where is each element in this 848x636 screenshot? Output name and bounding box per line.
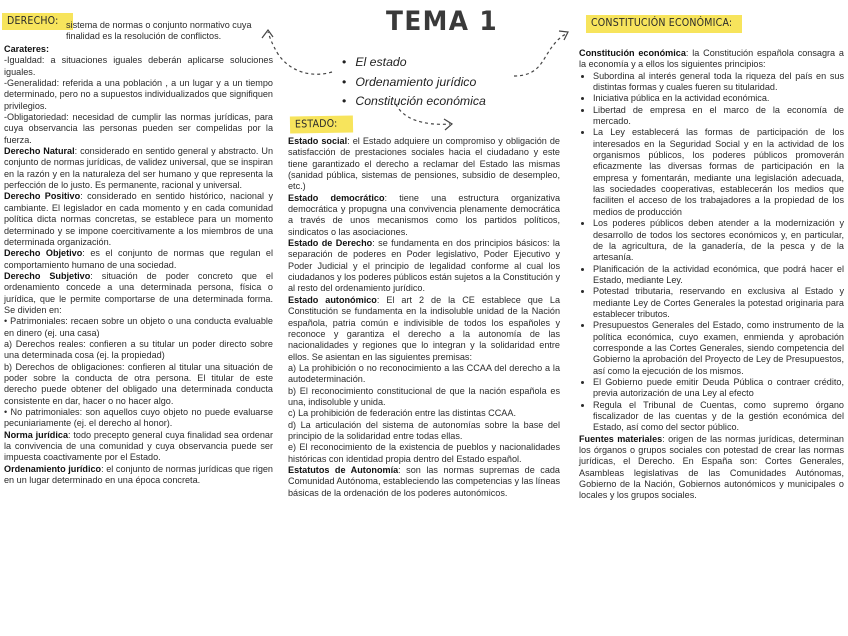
caracter-item: -Obligatoriedad: necesidad de cumplir las normas jurídicas, para cuya observancia las personas pueden ser compelidas por la fuerza. [4,112,273,145]
derechos-reales: a) Derechos reales: confieren a su titular un poder directo sobre una determinada cosa (ej. la propiedad) [4,338,273,361]
derechos-obligaciones: b) Derechos de obligaciones: confieren al titular una situación de poder sobre la conducta de otra persona. El titular de este derecho puede obtener del obligado una determinada conducta consistente en dar, hacer o no hacer algo. [4,361,273,406]
premisa-item: d) La articulación del sistema de autonomías sobre la base del principio de la solidaridad entre todas ellas. [288,419,560,441]
principio-item: • Iniciativa pública en la actividad económica. [593,93,844,104]
outline-item: • El estado [342,53,486,73]
principio-item: • Los poderes públicos deben atender a la modernización y desarrollo de todos los sectores económicos y, en particular, de la agricultura, de la ganadería, de la pesca y de la artesanía. [593,218,844,263]
principio-item: • Potestad tributaria, reservando en exclusiva al Estado y mediante Ley de Cortes Generales la potestad originaria para establecer tributos. [593,286,844,320]
outline-item: • Ordenamiento jurídico [342,73,486,93]
principio-item: • Presupuestos Generales del Estado, como instrumento de la política económica, cuyo examen, enmienda y aprobación corresponde a las Cortes Generales, siendo competencia del Gobierno la aprobación del Proyecto de Ley de Presupuestos, así como la ejecución de los mismos. [593,320,844,377]
constitucion-intro: Constitución económica: la Constitución española consagra a la economía y a ellos los siguientes principios: [579,48,844,70]
estado-de-derecho: Estado de Derecho: se fundamenta en dos principios básicos: la separación de poderes en Poder legislativo, Poder Ejecutivo y Poder Judicial y el principio de legalidad conforme al cual los ciudadanos y los poderes públicos están sujetos a la Constitución y al resto del ordenamiento jurídico. [288,238,560,294]
derecho-subjetivo: Derecho Subjetivo: situación de poder concreto que el ordenamiento concede a una determinada persona, física o jurídica, que le permite comportarse de una determinada forma. Se dividen en: [4,270,273,315]
no-patrimoniales: • No patrimoniales: son aquellos cuyo objeto no puede evaluarse pecuniariamente (ej. el derecho al honor). [4,407,273,429]
principio-item: • Planificación de la actividad económica, que podrá hacer el Estado, mediante Ley. [593,264,844,287]
derecho-natural: Derecho Natural: considerado en sentido general y abstracto. Un conjunto de normas jurídicas, de validez universal, que se inspiran en la razón y en la naturaleza del ser humano y que representa la perfección de lo justo. Es permanente, racional y universal. [4,146,273,191]
derecho-objetivo: Derecho Objetivo: es el conjunto de normas que regulan el comportamiento humano de una sociedad. [4,248,273,270]
principio-item: • Subordina al interés general toda la riqueza del país en sus distintas formas y cuales fueren su titularidad. [593,71,844,94]
principio-item: • Libertad de empresa en el marco de la economía de mercado. [593,105,844,128]
estado-social: Estado social: el Estado adquiere un compromiso y obligación de satisfacción de prestaciones sociales hacia el ciudadano y este tiene garantizado el derecho a reclamar del Estado las mismas (sanidad pública, sistemas de pensiones, subsidio de desempleo, etc.) [288,136,560,192]
estado-heading: ESTADO: [290,115,353,133]
derecho-positivo: Derecho Positivo: considerado en sentido histórico, nacional y cambiante. El legislador en cada momento y en cada comunidad política dicta normas concretas, se establece para un momento determinado y se impone coercitivamente a los miembros de una determinada organización. [4,191,273,247]
constitucion-column [579,48,844,502]
patrimoniales: • Patrimoniales: recaen sobre un objeto o una conducta evaluable en dinero (ej. una casa) [4,316,273,338]
derecho-column [4,44,273,486]
estado-autonomico: Estado autonómico: El art 2 de la CE establece que La Constitución se fundamenta en la indisoluble unidad de la Nación española, patria común e indivisible de todos los españoles y reconoce y garantiza el derecho a la autonomía de las nacionalidades y regiones que lo integran y la solidaridad entre ellos. Se asientan en las siguientes premisas: [288,294,561,362]
outline-item: • Constitución económica [342,92,486,112]
principio-item: • La Ley establecerá las formas de participación de los interesados en la Seguridad Social y en la actividad de los organismos públicos, los poderes públicos promoverán eficazmente las diversas formas de participación en la empresa y fomentarán, mediante una legislación adecuada, las sociedades cooperativas, establecerán los medios que faciliten el acceso de los trabajadores a la propiedad de los medios de producción [593,127,844,218]
caracter-item: -Generalidad: referida a una población , a un lugar y a un tiempo determinado, pero no a supuestos individualizados que signifiquen privilegios. [4,78,273,111]
derecho-heading: DERECHO: [2,13,73,30]
premisa-item: b) El reconocimiento constitucional de que la nación española es una, indisoluble y unida. [288,385,560,407]
premisa-item: a) La prohibición o no reconocimiento a las CCAA del derecho a la autodeterminación. [288,362,560,385]
estado-democratico: Estado democrático: tiene una estructura organizativa democrática y propugna una convivencia plenamente democrática a través de unos mecanismos como los partidos políticos, sindicatos o las asociaciones. [288,192,561,237]
premisa-item: e) El reconocimiento de la existencia de pueblos y nacionalidades históricas con identidad propia dentro del Estado español. [288,442,560,464]
constitucion-heading: CONSTITUCIÓN ECONÓMICA: [586,15,742,33]
principios-list [579,71,844,434]
estado-column [288,136,560,499]
ordenamiento-juridico: Ordenamiento jurídico: el conjunto de normas jurídicas que rigen en un lugar determinado en una época concreta. [4,463,273,486]
norma-juridica: Norma jurídica: todo precepto general cuya finalidad sea ordenar la convivencia de una comunidad y cuya observancia puede ser impuesta coactivamente por el Estado. [4,429,273,463]
page-title: TEMA 1 [386,6,499,37]
estatutos-autonomia: Estatutos de Autonomía: son las normas supremas de cada Comunidad Autónoma, estableciendo las competencias y las líneas básicas de la ordenación de los poderes autonómicos. [288,464,560,498]
fuentes-materiales: Fuentes materiales: origen de las normas jurídicas, determinan los órganos o grupos sociales con potestad de crear las normas jurídicas, el Derecho. En España son: Cortes Generales, Asambleas legislativas de las Comunidades Autónomas, Gobierno de la Nación, Gobiernos autonómicos y municipales o locales y los grupos sociales. [579,433,844,501]
dashed-arrow-down-icon [392,102,460,134]
principio-item: • El Gobierno puede emitir Deuda Pública o contraer crédito, previa autorización de una Ley al efecto [593,377,844,400]
caracteres-label: Carateres: [4,44,49,54]
dashed-arrow-right-icon [510,26,574,82]
caracter-item: -Igualdad: a situaciones iguales deberán aplicarse soluciones iguales. [4,55,273,77]
premisa-item: c) La prohibición de federación entre las distintas CCAA. [288,408,516,419]
principio-item: • Regula el Tribunal de Cuentas, como supremo órgano fiscalizador de las cuentas y de la gestión económica del Estado, así como del sector público. [593,400,844,434]
derecho-definition: sistema de normas o conjunto normativo cuya finalidad es la resolución de conflictos. [66,20,252,42]
